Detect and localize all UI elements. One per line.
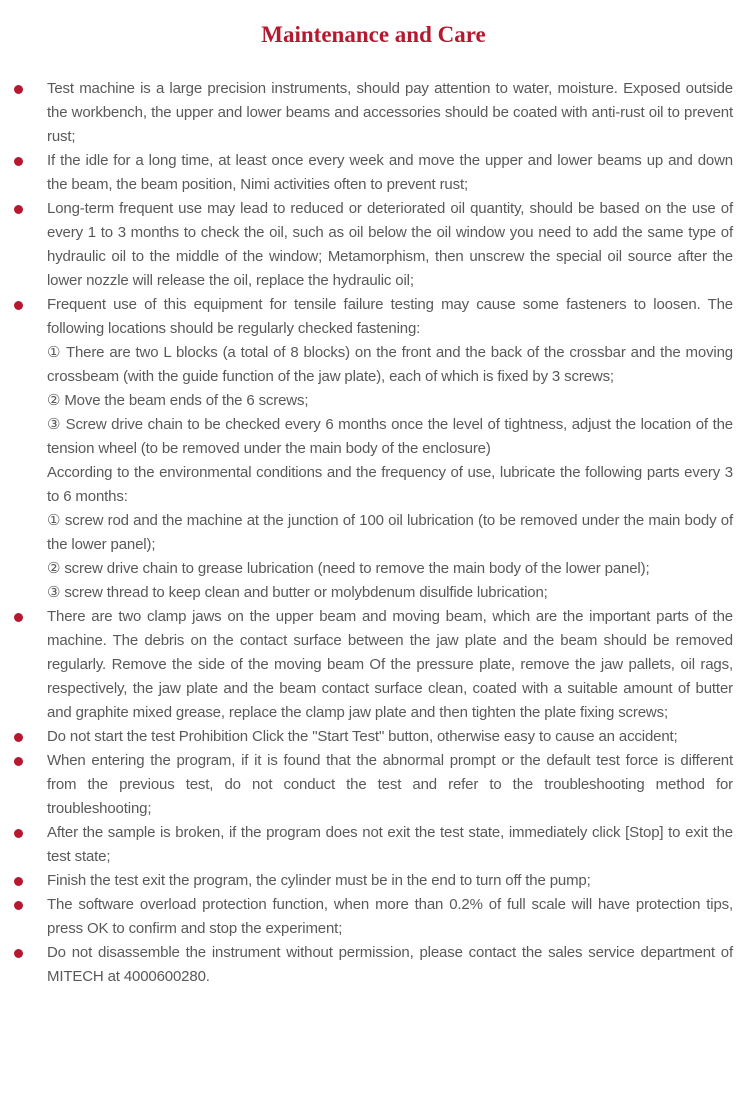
list-item <box>14 77 733 149</box>
bullet-icon <box>14 757 23 766</box>
item-paragraph: Do not start the test Prohibition Click the "Start Test" button, otherwise easy to cause an accident; <box>47 728 678 745</box>
bullet-icon <box>14 829 23 838</box>
bullet-icon <box>14 949 23 958</box>
list-item <box>14 869 733 893</box>
item-paragraph: ② Move the beam ends of the 6 screws; <box>47 392 309 409</box>
item-body <box>47 77 733 149</box>
item-paragraph: After the sample is broken, if the program does not exit the test state, immediately click [Stop] to exit the test state; <box>47 824 733 865</box>
item-body <box>47 749 733 821</box>
list-item <box>14 197 733 293</box>
list-item <box>14 605 733 725</box>
item-paragraph: ① screw rod and the machine at the junction of 100 oil lubrication (to be removed under the main body of the lower panel); <box>47 512 733 553</box>
item-paragraph: The software overload protection function, when more than 0.2% of full scale will have protection tips, press OK to confirm and stop the experiment; <box>47 896 733 937</box>
item-paragraph: Finish the test exit the program, the cylinder must be in the end to turn off the pump; <box>47 872 591 889</box>
bullet-icon <box>14 205 23 214</box>
item-paragraph: Do not disassemble the instrument without permission, please contact the sales service department of MITECH at 4000600280. <box>47 944 733 985</box>
item-body <box>47 725 733 749</box>
item-body <box>47 821 733 869</box>
item-body <box>47 605 733 725</box>
item-body <box>47 893 733 941</box>
maintenance-list <box>14 77 733 989</box>
list-item <box>14 941 733 989</box>
item-paragraph: According to the environmental conditions and the frequency of use, lubricate the following parts every 3 to 6 months: <box>47 464 733 505</box>
item-paragraph: ③ Screw drive chain to be checked every 6 months once the level of tightness, adjust the location of the tension wheel (to be removed under the main body of the enclosure) <box>47 416 733 457</box>
bullet-icon <box>14 613 23 622</box>
item-body <box>47 941 733 989</box>
bullet-icon <box>14 301 23 310</box>
item-body <box>47 197 733 293</box>
bullet-icon <box>14 877 23 886</box>
item-paragraph: Test machine is a large precision instruments, should pay attention to water, moisture. Exposed outside the workbench, the upper and lower beams and accessories should be coated with anti-rust oil to prevent rust; <box>47 80 733 145</box>
bullet-icon <box>14 157 23 166</box>
list-item <box>14 293 733 605</box>
bullet-icon <box>14 733 23 742</box>
item-paragraph: If the idle for a long time, at least once every week and move the upper and lower beams up and down the beam, the beam position, Nimi activities often to prevent rust; <box>47 152 733 193</box>
item-paragraph: There are two clamp jaws on the upper beam and moving beam, which are the important parts of the machine. The debris on the contact surface between the jaw plate and the beam should be removed regularly. Remove the side of the moving beam Of the pressure plate, remove the jaw pallets, oil rags, respectively, the jaw plate and the beam contact surface clean, coated with a suitable amount of butter and graphite mixed grease, replace the clamp jaw plate and then tighten the plate fixing screws; <box>47 608 733 721</box>
item-body <box>47 869 733 893</box>
item-paragraph: ① There are two L blocks (a total of 8 blocks) on the front and the back of the crossbar and the moving crossbeam (with the guide function of the jaw plate), each of which is fixed by 3 screws; <box>47 344 733 385</box>
item-paragraph: Long-term frequent use may lead to reduced or deteriorated oil quantity, should be based on the use of every 1 to 3 months to check the oil, such as oil below the oil window you need to add the same type of hydraulic oil to the middle of the window; Metamorphism, then unscrew the special oil source after the lower nozzle will release the oil, replace the hydraulic oil; <box>47 200 733 289</box>
item-paragraph: ③ screw thread to keep clean and butter or molybdenum disulfide lubrication; <box>47 584 548 601</box>
page-title: Maintenance and Care <box>261 22 486 47</box>
list-item <box>14 821 733 869</box>
list-item <box>14 149 733 197</box>
list-item <box>14 725 733 749</box>
item-body <box>47 293 733 605</box>
bullet-icon <box>14 85 23 94</box>
item-paragraph: ② screw drive chain to grease lubrication (need to remove the main body of the lower panel); <box>47 560 650 577</box>
list-item <box>14 893 733 941</box>
item-body <box>47 149 733 197</box>
list-item <box>14 749 733 821</box>
bullet-icon <box>14 901 23 910</box>
item-paragraph: When entering the program, if it is found that the abnormal prompt or the default test force is different from the previous test, do not conduct the test and refer to the troubleshooting method for troubleshooting; <box>47 752 733 817</box>
item-paragraph: Frequent use of this equipment for tensile failure testing may cause some fasteners to loosen. The following locations should be regularly checked fastening: <box>47 296 733 337</box>
